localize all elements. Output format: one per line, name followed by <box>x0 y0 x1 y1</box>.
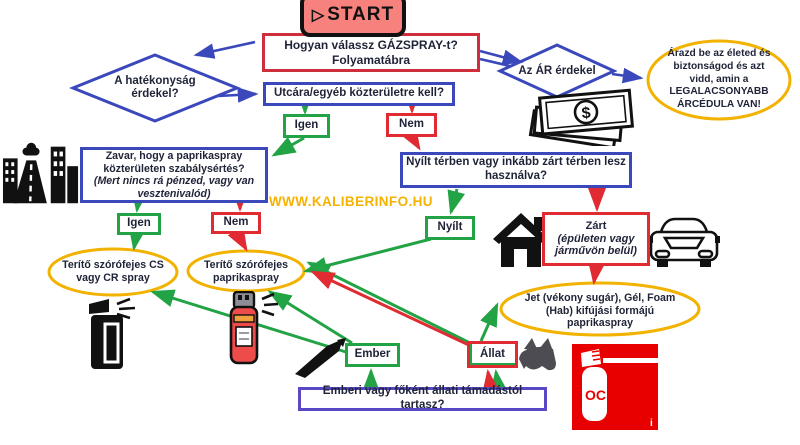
red-spray-can-icon <box>222 291 290 365</box>
black-spray-can-icon <box>85 298 145 373</box>
dollar-symbol: $ <box>580 104 592 123</box>
target-animal-box: Állat <box>467 341 518 368</box>
result-price-label: Árazd be az életed és biztonságod és azt vidd, amin a LEGALACSONYABB ÁRCÉDULA VAN! <box>667 48 771 110</box>
result-jet-spray-label: Jet (vékony sugár), Gél, Foam (Hab) kifújási formájú paprikaspray <box>524 292 676 330</box>
dog-icon <box>518 337 558 379</box>
decision-price-label: Az ÁR érdekel <box>518 65 596 77</box>
question-street-box: Utcára/egyéb közterületre kell? <box>263 82 455 106</box>
start-label: START <box>327 4 395 25</box>
title-line: Folyamatábra <box>331 52 411 67</box>
oc-spray-icon <box>572 344 658 430</box>
street-yes-box: Igen <box>283 114 330 138</box>
play-icon: ▷ <box>311 7 326 24</box>
title-line: Hogyan válassz GÁZSPRAY-t? <box>284 38 458 53</box>
car-icon <box>648 214 720 272</box>
space-closed-box: Zárt (épületen vagy járművön belül) <box>542 212 650 266</box>
decision-effectiveness-label: A hatékonyság érdekel? <box>114 75 196 101</box>
start-button <box>300 0 406 37</box>
city-street-icon <box>2 140 80 206</box>
question-offense-box: Zavar, hogy a paprikaspray közterületen szabálysértés? (Mert nincs rá pénzed, vagy van vesztenivalód) <box>80 147 268 203</box>
oc-label: OC <box>585 387 606 403</box>
target-human-box: Ember <box>345 343 400 367</box>
oc-info-mark: i <box>650 418 653 429</box>
money-icon <box>525 86 635 146</box>
watermark-text: WWW.KALIBERINFO.HU <box>269 194 433 209</box>
space-open-box: Nyílt <box>425 216 475 240</box>
question-space-box: Nyílt térben vagy inkább zárt térben lesz használva? <box>400 152 632 188</box>
result-pepper-spray-label: Terítő szórófejes paprikaspray <box>204 259 288 284</box>
offense-yes-box: Igen <box>117 213 161 235</box>
flowchart-title-box <box>262 33 480 72</box>
offense-no-box: Nem <box>211 212 261 234</box>
street-no-box: Nem <box>386 113 437 137</box>
result-cs-spray-label: Terítő szórófejes CS vagy CR spray <box>62 259 164 284</box>
knife-icon <box>293 338 347 380</box>
question-attack-box: Emberi vagy főként állati támadástól tartasz? <box>298 387 547 411</box>
